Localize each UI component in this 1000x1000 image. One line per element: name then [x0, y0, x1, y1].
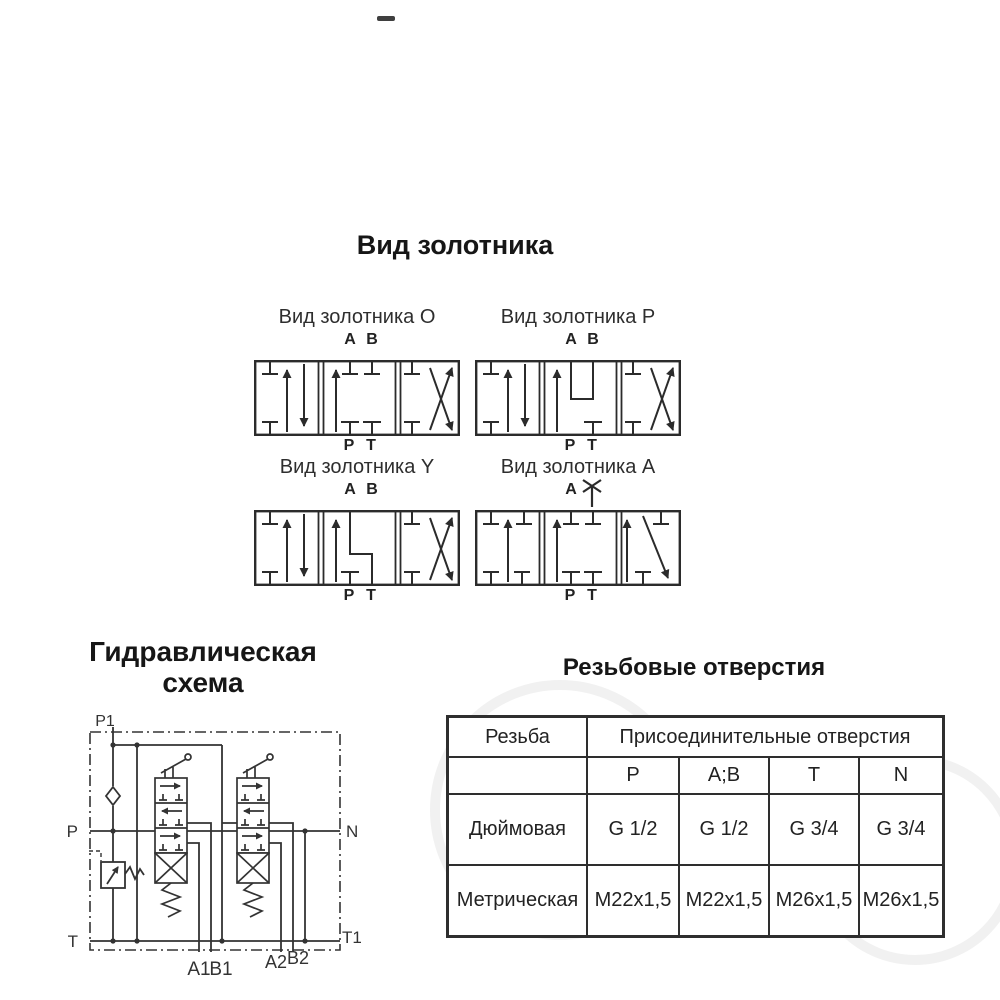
spool-diagram-a [475, 456, 681, 608]
port-label-a: A [565, 481, 577, 498]
schematic-lines [89, 727, 340, 952]
port-label-t: T [587, 587, 597, 604]
spool-y-ports-top [254, 480, 460, 502]
port-label-b: B [366, 481, 378, 498]
table-cell: G 3/4 [770, 795, 860, 866]
thread-table [446, 715, 945, 938]
thread-table-title: Резьбовые отверстия [562, 654, 826, 681]
table-col-ab: A;B [680, 758, 770, 795]
spool-p-ports-bottom [475, 436, 681, 458]
hydraulic-title-line2: схема [162, 667, 244, 698]
spool-diagram-y [254, 456, 460, 608]
enclosure-boundary [90, 732, 340, 950]
port-label-p: P [343, 587, 355, 604]
table-row-inch-label: Дюймовая [449, 795, 588, 866]
lever [243, 759, 268, 778]
spool-diagram-p [475, 306, 681, 458]
port-label-a: A [344, 481, 356, 498]
spool-y-title: Вид золотника Y [279, 456, 435, 478]
spool-o-ports-bottom [254, 436, 460, 458]
table-cell: M22x1,5 [680, 866, 770, 935]
port-label-a: A [565, 331, 577, 348]
port-label-b: B [587, 331, 599, 348]
label-a1: A1 [187, 959, 211, 980]
valve-symbol-y [254, 510, 460, 586]
label-p1: P1 [95, 713, 115, 730]
spool-section-title: Вид золотника [356, 230, 554, 260]
spool-a-title: Вид золотника A [500, 456, 656, 478]
port-label-t: T [587, 437, 597, 454]
spool-a-ports-bottom [475, 586, 681, 608]
spool-a-ports-top [475, 480, 681, 502]
port-label-a: A [344, 331, 356, 348]
table-cell: M26x1,5 [862, 889, 940, 911]
spool-o-title: Вид золотника O [278, 306, 436, 328]
port-label-t: T [366, 437, 376, 454]
port-label-p: P [564, 587, 576, 604]
hydraulic-section-title [43, 636, 363, 698]
valve-section-1 [155, 754, 191, 917]
spring [162, 883, 180, 917]
spool-p-ports-top [475, 330, 681, 352]
table-header-ports: Присоединительные отверстия [588, 718, 942, 758]
label-t1: T1 [342, 928, 362, 947]
label-n: N [346, 822, 359, 841]
valve-section-2 [237, 754, 273, 917]
lever [161, 759, 186, 778]
port-label-p: P [343, 437, 355, 454]
table-header-thread: Резьба [449, 718, 588, 758]
table-cell-empty [449, 758, 588, 795]
table-row-metric-label: Метрическая [449, 866, 588, 935]
valve-symbol-p [475, 360, 681, 436]
port-label-p: P [564, 437, 576, 454]
table-cell: G 1/2 [588, 795, 680, 866]
spool-y-ports-bottom [254, 586, 460, 608]
port-label-b: B [366, 331, 378, 348]
table-cell: G 1/2 [680, 795, 770, 866]
valve-symbol-a [475, 510, 681, 586]
label-p: P [66, 822, 78, 841]
plugged-port-icon [578, 477, 608, 507]
spool-p-title: Вид золотника P [500, 306, 656, 328]
dash-icon [377, 16, 395, 21]
valve-symbol-o [254, 360, 460, 436]
label-a2: A2 [264, 952, 288, 972]
table-cell: M22x1,5 [588, 866, 680, 935]
table-cell: G 3/4 [860, 795, 942, 866]
table-cell: M26x1,5 [770, 866, 860, 935]
hydraulic-title-line1: Гидравлическая [89, 636, 317, 667]
spring [244, 883, 262, 917]
spool-diagram-o [254, 306, 460, 458]
table-col-t: T [770, 758, 860, 795]
label-b2: B2 [286, 948, 310, 968]
label-t: T [67, 932, 78, 951]
label-b1: B1 [209, 959, 233, 980]
spool-o-ports-top [254, 330, 460, 352]
hydraulic-schematic [58, 698, 368, 983]
port-label-t: T [366, 587, 376, 604]
table-col-p: P [588, 758, 680, 795]
table-col-n: N [860, 758, 942, 795]
